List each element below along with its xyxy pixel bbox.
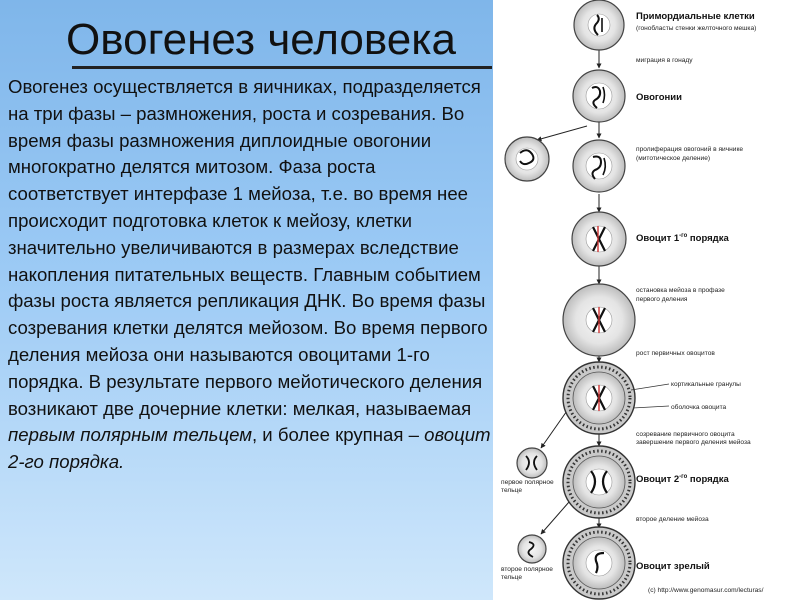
label-first-polar-body-1: первое полярное bbox=[501, 479, 554, 486]
cell-arrested-oocyte bbox=[563, 284, 635, 356]
oogenesis-diagram bbox=[493, 0, 800, 600]
label-second-polar-body-1: второе полярное bbox=[501, 566, 553, 573]
label-proliferation-1: пролиферация овогоний в яичнике bbox=[636, 146, 744, 153]
title-underline bbox=[72, 66, 492, 69]
label-proliferation-2: (митотическое деление) bbox=[636, 155, 711, 162]
first-polar-body bbox=[517, 448, 547, 478]
label-primordial-sub: (гонобласты стенки желточного мешка) bbox=[636, 25, 757, 32]
second-polar-body bbox=[518, 535, 546, 563]
label-growth: рост первичных овоцитов bbox=[636, 350, 715, 357]
label-maturation-1: созревание первичного овоцита bbox=[636, 431, 735, 438]
cell-primary-oocyte bbox=[572, 212, 626, 266]
label-migration: миграция в гонаду bbox=[636, 57, 693, 64]
diagram-svg bbox=[493, 0, 800, 600]
label-cortical-granules: кортикальные гранулы bbox=[671, 381, 741, 388]
cell-proliferating-oogonium bbox=[573, 140, 625, 192]
label-second-polar-body-2: тельце bbox=[501, 574, 523, 581]
label-second-division: второе деление мейоза bbox=[636, 516, 709, 523]
cell-primordial bbox=[574, 0, 624, 50]
label-pointers bbox=[631, 384, 669, 408]
label-oogonia: Овогонии bbox=[636, 92, 682, 103]
label-first-polar-body-2: тельце bbox=[501, 487, 523, 494]
label-mature-oocyte: Овоцит зрелый bbox=[636, 561, 710, 572]
label-oocyte-envelope: оболочка овоцита bbox=[671, 404, 727, 411]
cell-oogonium-side bbox=[505, 137, 549, 181]
cell-mature-oocyte bbox=[563, 527, 635, 599]
term-secondary-oocyte: овоцит 2-го порядка. bbox=[8, 424, 491, 473]
body-text-part-1: Овогенез осуществляется в яичниках, подразделяется на три фазы – размножения, роста и созревания. Во время фазы размножения диплоидные овогонии многократно делятся митозом. Фаза роста соответствует интерфазе 1 мейоза, т.е. во время нее происходит подготовка клеток к мейозу, клетки значительно увеличиваются в размерах вследствие накопления питательных веществ. Главным событием фазы роста является репликация ДНК. Во время фазы созревания клетки делятся мейозом. Во время первого деления мейоза они называются овоцитами 1-го порядка. В результате первого мейотического деления возникают две дочерние клетки: мелкая, называемая bbox=[8, 76, 488, 419]
label-secondary-oocyte: Овоцит $2^{-го}$ порядка bbox=[636, 474, 729, 485]
label-maturation-2: завершение первого деления мейоза bbox=[636, 439, 751, 446]
cell-oogonium bbox=[573, 70, 625, 122]
cell-growing-oocyte bbox=[563, 362, 635, 434]
page-title: Овогенез человека bbox=[66, 15, 456, 64]
label-primordial: Примордиальные клетки bbox=[636, 11, 755, 22]
body-text-part-2: , и более крупная – bbox=[251, 424, 425, 446]
term-first-polar-body: первым полярным тельцем bbox=[8, 424, 252, 446]
label-arrest-1: остановка мейоза в профазе bbox=[636, 287, 725, 294]
label-primary-oocyte: Овоцит $1^{-го}$ порядка bbox=[636, 233, 729, 244]
label-arrest-2: первого деления bbox=[636, 296, 688, 303]
body-text bbox=[8, 74, 492, 476]
cell-secondary-oocyte bbox=[563, 446, 635, 518]
credit-url: (c) http://www.genomasur.com/lecturas/ bbox=[648, 587, 764, 594]
